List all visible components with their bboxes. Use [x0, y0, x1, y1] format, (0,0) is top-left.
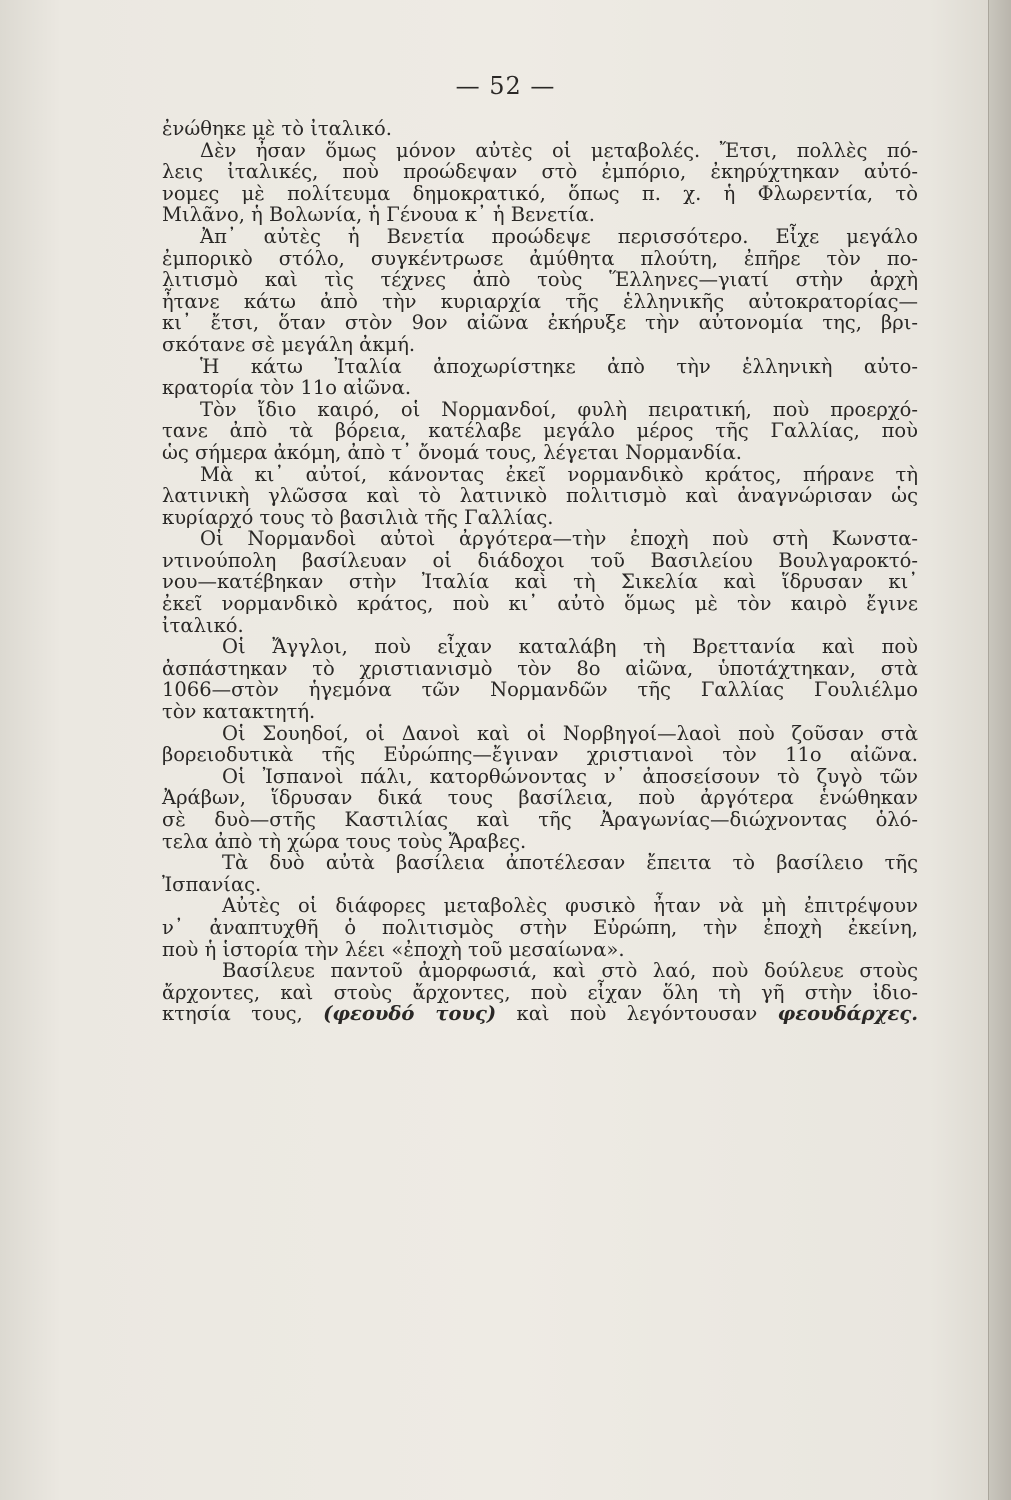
text-line: τελα ἀπὸ τὴ χώρα τους τοὺς Ἄραβες. [162, 829, 527, 853]
text-line: 1066—στὸν ἡγεμόνα τῶν Νορμανδῶν τῆς Γαλλίας Γουλιέλμο [162, 678, 918, 702]
text-line: ἀσπάστηκαν τὸ χριστιανισμὸ τὸν 8ο αἰῶνα, ὑποτάχτηκαν, στὰ [162, 656, 918, 680]
text-line: Βασίλευε παντοῦ ἀμορφωσιά, καὶ στὸ λαό, ποὺ δούλευε στοὺς [222, 959, 918, 983]
text-line: Ἀράβων, ἵδρυσαν δικά τους βασίλεια, ποὺ ἀργότερα ἑνώθηκαν [162, 786, 918, 810]
text-line: Οἱ Ἄγγλοι, ποὺ εἶχαν καταλάβη τὴ Βρεττανία καὶ ποὺ [222, 635, 918, 659]
term-feudo: (φεουδό τους) [323, 1002, 497, 1026]
text-line: ἐκεῖ νορμανδικὸ κράτος, ποὺ κι᾽ αὐτὸ ὅμως μὲ τὸν καιρὸ ἔγινε [162, 592, 918, 616]
text-line: Τὰ δυὸ αὐτὰ βασίλεια ἀποτέλεσαν ἔπειτα τὸ βασίλειο τῆς [222, 851, 918, 875]
text-line: σὲ δυὸ—στῆς Καστιλίας καὶ τῆς Ἀραγωνίας—διώχνοντας ὁλό- [162, 808, 918, 831]
text-line: Ἰσπανίας. [162, 872, 262, 896]
text-line: Μὰ κι᾽ αὐτοί, κάνοντας ἐκεῖ νορμανδικὸ κράτος, πήρανε τὴ [200, 462, 918, 486]
text-line: νομες μὲ πολίτευμα δημοκρατικό, ὅπως π. χ. ἡ Φλωρεντία, τὸ [162, 181, 918, 205]
term-feudarches: φεουδάρχες. [777, 1002, 918, 1026]
text-line: ὡς σήμερα ἀκόμη, ἀπὸ τ᾽ ὄνομά τους, λέγεται Νορμανδία. [162, 440, 742, 464]
text-line: Οἱ Νορμανδοὶ αὐτοὶ ἀργότερα—τὴν ἐποχὴ ποὺ στὴ Κωνστα- [200, 527, 918, 551]
text-line: βορειοδυτικὰ τῆς Εὐρώπης—ἔγιναν χριστιανοὶ τὸν 11ο αἰῶνα. [162, 743, 918, 767]
text-line: κρατορία τὸν 11ο αἰῶνα. [162, 376, 412, 400]
text-line: τανε ἀπὸ τὰ βόρεια, κατέλαβε μεγάλο μέρος τῆς Γαλλίας, ποὺ [162, 419, 918, 443]
text-line: ποὺ ἡ ἱστορία τὴν λέει «ἐποχὴ τοῦ μεσαίωνα». [162, 937, 625, 961]
text-line-final [162, 1003, 918, 1025]
text-line: κι᾽ ἔτσι, ὅταν στὸν 9ον αἰῶνα ἐκήρυξε τὴν αὐτονομία της, βρι- [162, 311, 918, 335]
text-line: λιτισμὸ καὶ τὶς τέχνες ἀπὸ τοὺς Ἕλληνες—γιατί στὴν ἀρχὴ [162, 268, 918, 292]
page-number: — 52 — [455, 72, 556, 100]
page-edge [988, 0, 1011, 1500]
text-line: Ἀπ᾽ αὐτὲς ἡ Βενετία προώδεψε περισσότερο. Εἶχε μεγάλο [200, 224, 918, 248]
text-line: κυρίαρχό τους τὸ βασιλιὰ τῆς Γαλλίας. [162, 505, 554, 529]
text-line: νου—κατέβηκαν στὴν Ἰταλία καὶ τὴ Σικελία καὶ ἵδρυσαν κι᾽ [162, 570, 918, 594]
body-text [162, 118, 918, 1025]
text-line: ἰταλικό. [162, 613, 244, 637]
text-line: Οἱ Ἰσπανοὶ πάλι, κατορθώνοντας ν᾽ ἀποσείσουν τὸ ζυγὸ τῶν [222, 764, 918, 788]
text-line: Οἱ Σουηδοί, οἱ Δανοὶ καὶ οἱ Νορβηγοί—λαοὶ ποὺ ζοῦσαν στὰ [222, 721, 918, 745]
text-line: ἄρχοντες, καὶ στοὺς ἄρχοντες, ποὺ εἶχαν ὅλη τὴ γῆ στὴν ἰδιο- [162, 980, 918, 1004]
text-line: Δὲν ἦσαν ὅμως μόνον αὐτὲς οἱ μεταβολές. Ἔτσι, πολλὲς πό- [200, 138, 918, 162]
text-line: σκότανε σὲ μεγάλη ἀκμή. [162, 332, 416, 356]
text-line: Τὸν ἴδιο καιρό, οἱ Νορμανδοί, φυλὴ πειρατική, ποὺ προερχό- [200, 397, 918, 421]
text-line: ἦτανε κάτω ἀπὸ τὴν κυριαρχία τῆς ἑλληνικῆς αὐτοκρατορίας— [162, 289, 918, 313]
text-line: ντινούπολη βασίλευαν οἱ διάδοχοι τοῦ Βασιλείου Βουλγαροκτό- [162, 548, 918, 572]
text-line: Μιλᾶνο, ἡ Βολωνία, ἡ Γένουα κ᾽ ἡ Βενετία. [162, 203, 595, 227]
final-line-start: κτησία τους, [162, 1002, 324, 1026]
text-line: λεις ἰταλικές, ποὺ προώδεψαν στὸ ἐμπόριο, ἐκηρύχτηκαν αὐτό- [162, 160, 918, 184]
text-line: λατινικὴ γλῶσσα καὶ τὸ λατινικὸ πολιτισμὸ καὶ ἀναγνώρισαν ὡς [162, 484, 918, 508]
final-line-middle: καὶ ποὺ λεγόντουσαν [496, 1002, 778, 1026]
text-line: ἐμπορικὸ στόλο, συγκέντρωσε ἀμύθητα πλούτη, ἐπῆρε τὸν πο- [162, 246, 918, 270]
text-line: τὸν κατακτητή. [162, 700, 316, 724]
text-line: ἐνώθηκε μὲ τὸ ἰταλικό. [162, 117, 392, 140]
text-line: ν᾽ ἀναπτυχθῆ ὁ πολιτισμὸς στὴν Εὐρώπη, τὴν ἐποχὴ ἐκείνη, [162, 915, 918, 939]
text-line: Ἡ κάτω Ἰταλία ἀποχωρίστηκε ἀπὸ τὴν ἑλληνικὴ αὐτο- [200, 354, 918, 378]
text-line: Αὐτὲς οἱ διάφορες μεταβολὲς φυσικὸ ἦταν νὰ μὴ ἐπιτρέψουν [222, 894, 918, 918]
